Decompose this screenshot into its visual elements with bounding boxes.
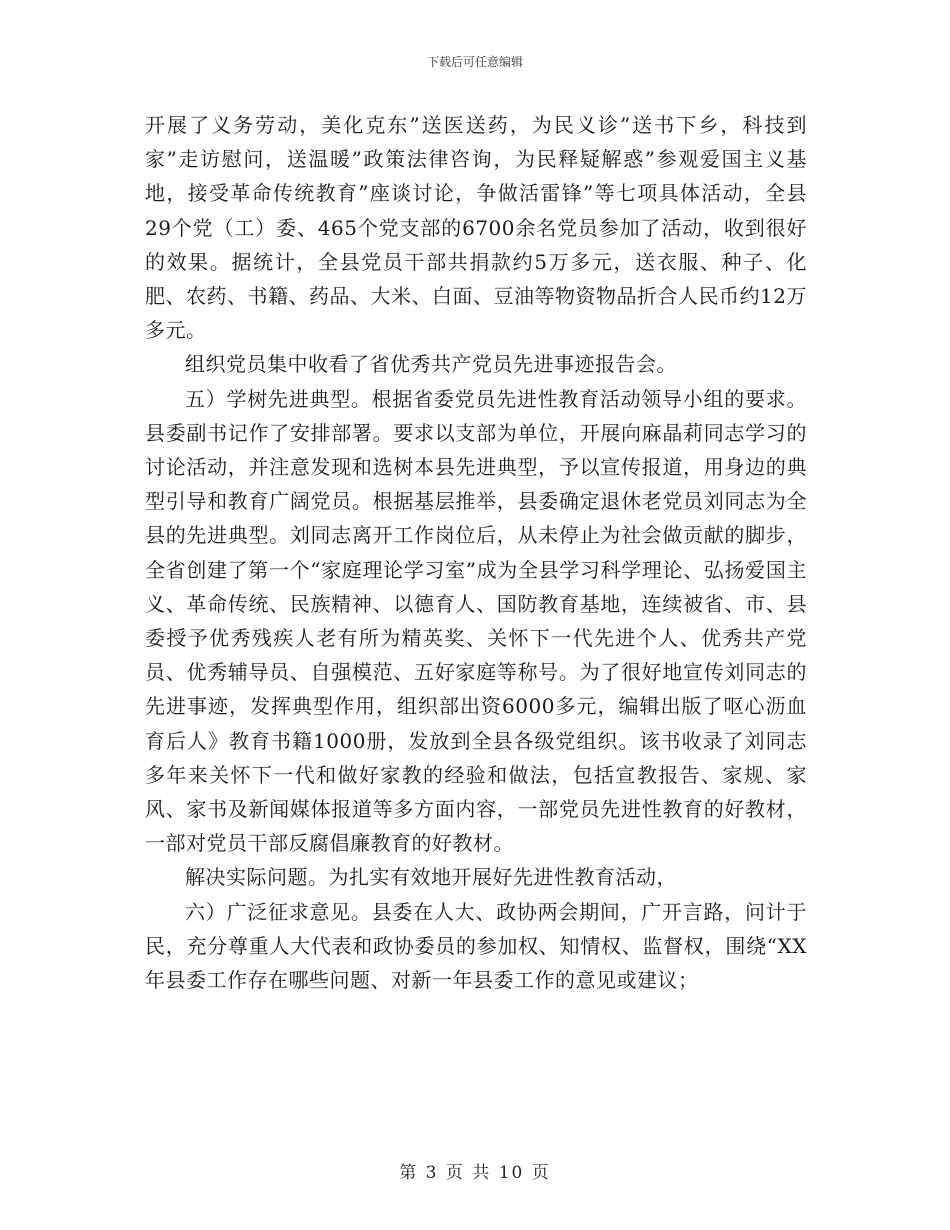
paragraph-activities: 开展了义务劳动，美化克东”送医送药，为民义诊”送书下乡，科技到家”走访慰问，送温暖”政策法律咨询，为民释疑解惑”参观爱国主义基地，接受革命传统教育”座谈讨论，争做活雷锋”等七项具体活动，全县29个党（工）委、465个党支部的6700余名党员参加了活动，收到很好的效果。据统计，全县党员干部共捐款约5万多元，送衣服、种子、化肥、农药、书籍、药品、大米、白面、豆油等物资物品折合人民币约12万多元。 [145,113,807,343]
paragraph-solve-problems: 解决实际问题。为扎实有效地开展好先进性教育活动， [185,865,677,890]
paragraph-watch-report: 组织党员集中收看了省优秀共产党员先进事迹报告会。 [185,352,677,377]
paragraph-section-five: 五）学树先进典型。根据省委党员先进性教育活动领导小组的要求。县委副书记作了安排部署。要求以支部为单位，开展向麻晶莉同志学习的讨论活动，并注意发现和选树本县先进典型，予以宣传报道，用身边的典型引导和教育广阔党员。根据基层推举，县委确定退休老党员刘同志为全县的先进典型。刘同志离开工作岗位后，从未停止为社会做贡献的脚步，全省创建了第一个“家庭理论学习室”成为全县学习科学理论、弘扬爱国主义、革命传统、民族精神、以德育人、国防教育基地，连续被省、市、县委授予优秀残疾人老有所为精英奖、关怀下一代先进个人、优秀共产党员、优秀辅导员、自强模范、五好家庭等称号。为了很好地宣传刘同志的先进事迹，发挥典型作用，组织部出资6000多元，编辑出版了呕心沥血育后人》教育书籍1000册，发放到全县各级党组织。该书收录了刘同志多年来关怀下一代和做好家教的经验和做法，包括宣教报告、家规、家风、家书及新闻媒体报道等多方面内容，一部党员先进性教育的好教材，一部对党员干部反腐倡廉教育的好教材。 [145,386,807,856]
paragraph-section-six: 六）广泛征求意见。县委在人大、政协两会期间，广开言路，问计于民，充分尊重人大代表和政协委员的参加权、知情权、监督权，围绕“XX年县委工作存在哪些问题、对新一年县委工作的意见或建议； [145,899,807,993]
page-header: 下载后可任意编辑 [426,55,523,69]
document-body [145,108,807,997]
page-number: 第 3 页 共 10 页 [399,1163,551,1183]
